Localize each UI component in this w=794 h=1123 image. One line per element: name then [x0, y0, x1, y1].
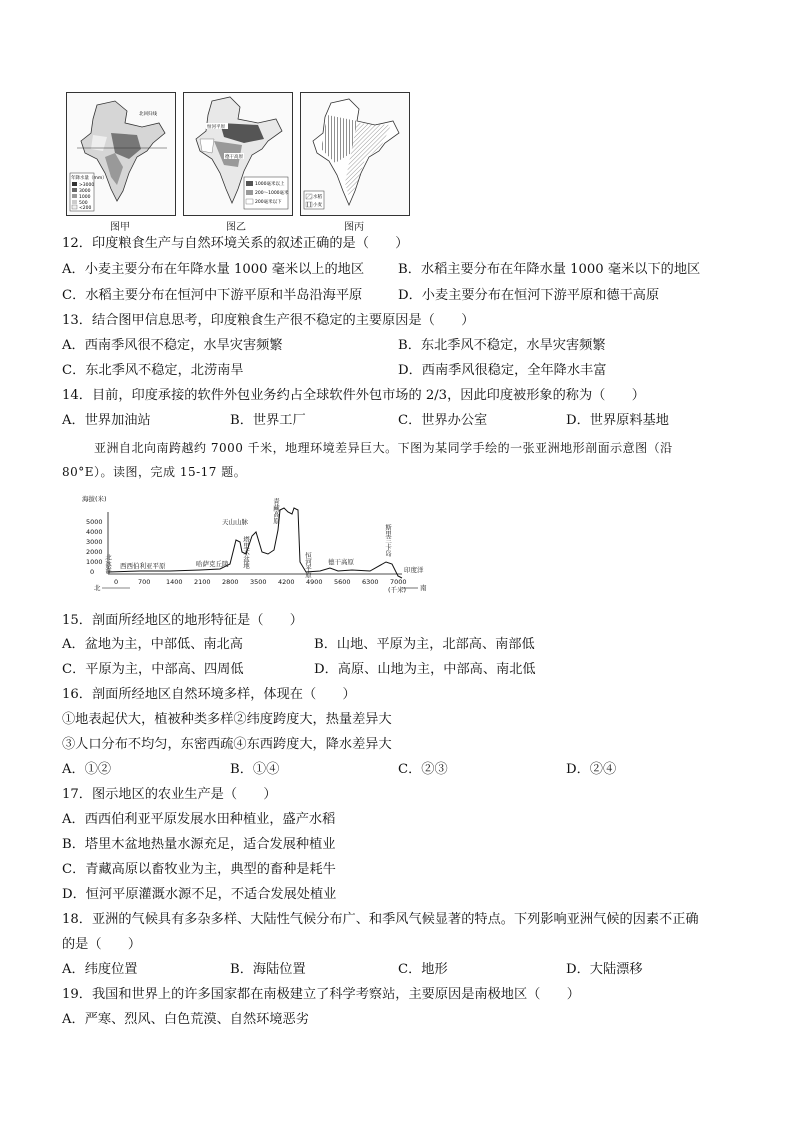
profile-yticks: [86, 518, 103, 576]
place-arctic: 北冰洋: [104, 554, 112, 574]
q17-option-b[interactable]: B．塔里木盆地热量水源充足，适合发展种植业: [62, 837, 336, 852]
q15-option-a[interactable]: A．盆地为主，中部低、南北高: [62, 637, 243, 652]
rain-legend-1: >3000: [79, 183, 95, 188]
rain-legend-3: 1000: [79, 195, 91, 200]
q17-stem: 17．图示地区的农业生产是（ ）: [62, 787, 277, 802]
place-deccan: 德干高原: [328, 558, 354, 566]
place-srilanka: 斯里兰卡岛: [384, 524, 392, 557]
q18-stem-1: 18．亚洲的气候具有多杂多样、大陆性气候分布广、和季风气候显著的特点。下列影响亚洲气候的因素不正确: [62, 912, 699, 927]
xtick-4200: 4200: [278, 578, 295, 586]
q14-option-c[interactable]: C．世界办公室: [398, 413, 488, 428]
q14-stem: 14．目前，印度承接的软件外包业务约占全球软件外包市场的 2/3，因此印度被形象的称为（ ）: [62, 388, 645, 403]
north-label: 北: [94, 584, 101, 592]
q17-option-a[interactable]: A．西西伯利亚平原发展水田种植业，盛产水稻: [62, 812, 336, 827]
intro-line-2: 80°E）。读图，完成 15-17 题。: [62, 465, 247, 479]
prod-legend-3: 200毫米以下: [255, 200, 282, 205]
rain-legend-title: 年降水量（mm）: [71, 176, 107, 181]
prod-legend-2: 200～1000毫米: [255, 191, 289, 196]
prod-legend-1: 1000毫米以上: [255, 182, 285, 187]
caption-bing: 图丙: [344, 222, 364, 233]
q15-option-b[interactable]: B．山地、平原为主，北部高、南部低: [314, 637, 535, 652]
terrain-profile: [80, 492, 460, 602]
xtick-2800: 2800: [222, 578, 239, 586]
q15-option-d[interactable]: D．高原、山地为主，中部高、南北低: [314, 662, 536, 677]
q17-option-d[interactable]: D．恒河平原灌溉水源不足，不适合发展处植业: [62, 887, 337, 902]
rain-legend-4: 500: [79, 201, 88, 206]
xunit: (千米): [388, 586, 407, 594]
q12-option-d[interactable]: D．小麦主要分布在恒河下游平原和德干高原: [398, 288, 660, 303]
q14-option-d[interactable]: D．世界原料基地: [566, 413, 669, 428]
q13-option-b[interactable]: B．东北季风不稳定，水旱灾害频繁: [398, 338, 606, 353]
xtick-0: 0: [114, 578, 119, 586]
caption-jia: 图甲: [110, 222, 130, 233]
place-tarim: 塔里木盆地: [242, 536, 250, 569]
q13-option-c[interactable]: C．东北季风不稳定，北涝南旱: [62, 363, 244, 378]
q16-option-a[interactable]: A．①②: [62, 762, 112, 777]
ytick-1000: 1000: [86, 558, 103, 566]
ytick-3000: 3000: [86, 538, 103, 546]
xtick-4900: 4900: [306, 578, 323, 586]
q17-option-c[interactable]: C．青藏高原以畜牧业为主，典型的畜种是耗牛: [62, 862, 336, 877]
profile-xticks: [114, 578, 407, 586]
india-maps: [66, 92, 416, 232]
deccan-label: 德干高原: [225, 155, 243, 160]
q18-stem-2: 的是（ ）: [62, 937, 142, 952]
ytick-5000: 5000: [86, 518, 103, 526]
q18-option-d[interactable]: D．大陆漂移: [566, 962, 643, 977]
crop-legend-rice: 水稻: [313, 195, 322, 200]
q18-option-c[interactable]: C．地形: [398, 962, 448, 977]
tropic-label: 北回归线: [139, 112, 157, 117]
xtick-2100: 2100: [194, 578, 211, 586]
map-jia: [66, 92, 176, 216]
ganges-label: 恒河平原: [207, 125, 225, 130]
q13-stem: 13．结合图甲信息思考，印度粮食生产很不稳定的主要原因是（ ）: [62, 313, 475, 328]
q16-statement-2: ③人口分布不均匀，东密西疏④东西跨度大，降水差异大: [62, 737, 392, 752]
map-yi: [183, 92, 293, 216]
xtick-3500: 3500: [250, 578, 267, 586]
map-bing: [300, 92, 410, 216]
profile-ylabel: 海拔(米): [82, 495, 107, 503]
place-tibet: 青藏高原: [272, 498, 280, 524]
place-ganges: 恒河平原: [304, 552, 312, 578]
ytick-0: 0: [90, 568, 95, 576]
q12-stem: 12．印度粮食生产与自然环境关系的叙述正确的是（ ）: [62, 236, 409, 251]
q16-statement-1: ①地表起伏大，植被种类多样②纬度跨度大，热量差异大: [62, 712, 392, 727]
q12-option-b[interactable]: B．水稻主要分布在年降水量 1000 毫米以下的地区: [398, 262, 701, 277]
q18-option-a[interactable]: A．纬度位置: [62, 962, 138, 977]
xtick-700: 700: [138, 578, 151, 586]
q14-option-b[interactable]: B．世界工厂: [230, 413, 306, 428]
q15-option-c[interactable]: C．平原为主，中部高、四周低: [62, 662, 244, 677]
rain-legend-5: <200: [79, 206, 92, 211]
crop-legend-wheat: 小麦: [313, 203, 322, 208]
q15-stem: 15．剖面所经地区的地形特征是（ ）: [62, 613, 303, 628]
q19-stem: 19．我国和世界上的许多国家都在南极建立了科学考察站，主要原因是南极地区（ ）: [62, 987, 580, 1002]
south-label: 南: [420, 584, 427, 592]
q16-option-c[interactable]: C．②③: [398, 762, 448, 777]
q16-stem: 16．剖面所经地区自然环境多样，体现在（ ）: [62, 687, 356, 702]
place-west-siberia: 西西伯利亚平原: [120, 562, 166, 570]
q19-option-a[interactable]: A．严寒、烈风、白色荒漠、自然环境恶劣: [62, 1012, 309, 1027]
q13-option-a[interactable]: A．西南季风很不稳定，水旱灾害频繁: [62, 338, 283, 353]
place-indian-ocean: 印度洋: [404, 566, 424, 574]
q16-option-d[interactable]: D．②④: [566, 762, 617, 777]
q12-option-a[interactable]: A．小麦主要分布在年降水量 1000 毫米以上的地区: [62, 262, 365, 277]
q13-option-d[interactable]: D．西南季风很稳定，全年降水丰富: [398, 363, 607, 378]
q16-option-b[interactable]: B．①④: [230, 762, 280, 777]
place-tianshan: 天山山脉: [222, 518, 248, 526]
rain-legend-2: 3000: [79, 189, 91, 194]
intro-line-1: 亚洲自北向南跨越约 7000 千米，地理环境差异巨大。下图为某同学手绘的一张亚洲地形剖面示意图（沿: [94, 441, 673, 455]
xtick-5600: 5600: [334, 578, 351, 586]
xtick-6300: 6300: [362, 578, 379, 586]
caption-yi: 图乙: [226, 222, 246, 233]
place-kazakh: 哈萨克丘陵: [196, 560, 229, 568]
ytick-2000: 2000: [86, 548, 103, 556]
q12-option-c[interactable]: C．水稻主要分布在恒河中下游平原和半岛沿海平原: [62, 288, 363, 303]
xtick-1400: 1400: [166, 578, 183, 586]
ytick-4000: 4000: [86, 528, 103, 536]
q14-option-a[interactable]: A．世界加油站: [62, 413, 151, 428]
q18-option-b[interactable]: B．海陆位置: [230, 962, 306, 977]
xtick-7000: 7000: [390, 578, 407, 586]
